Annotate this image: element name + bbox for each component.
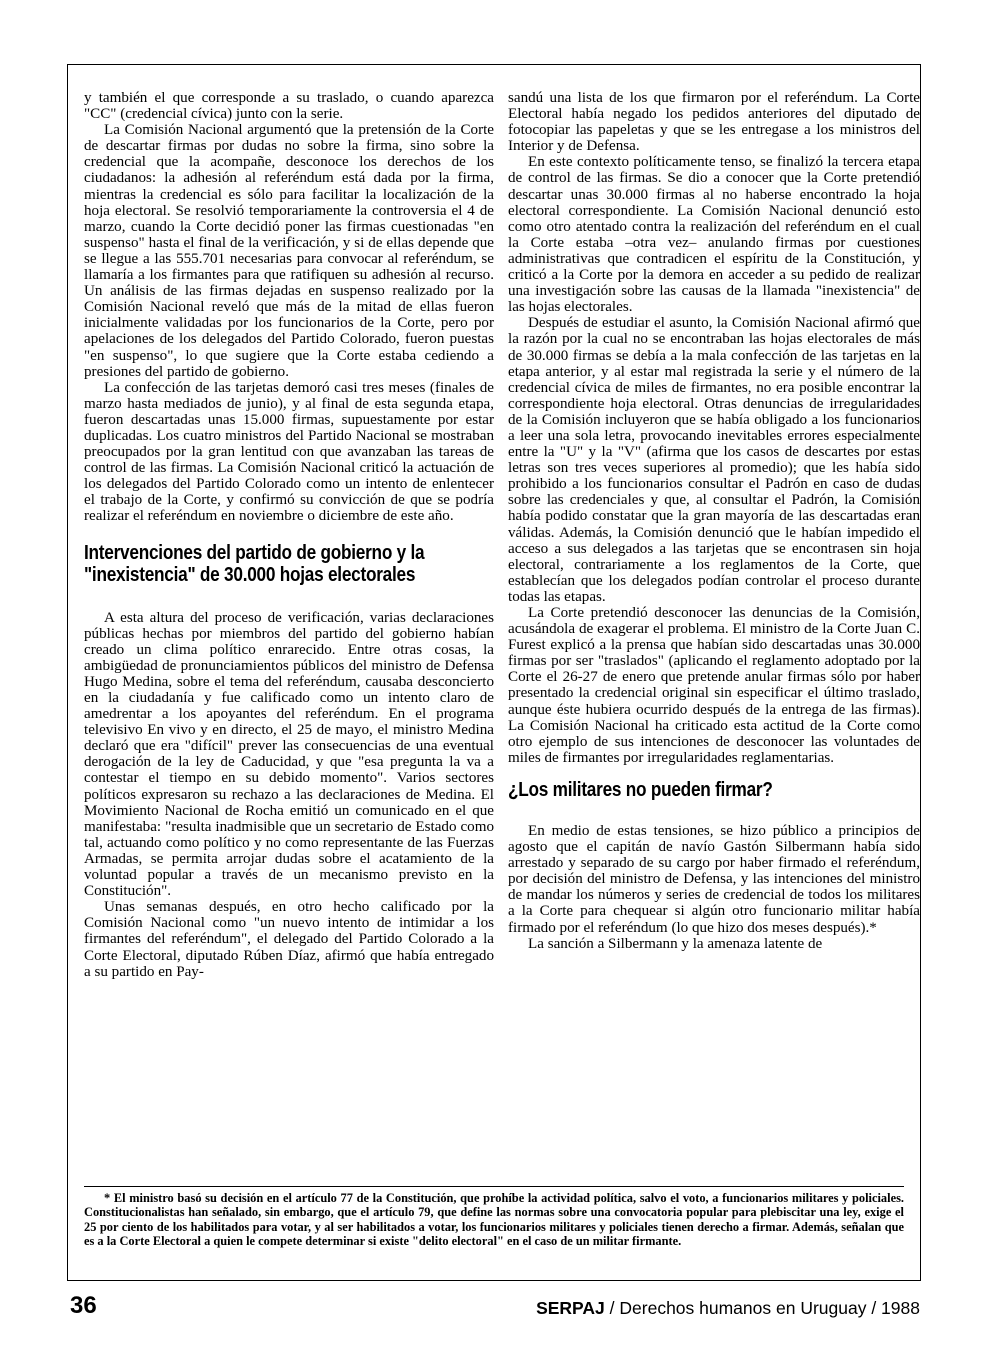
footnote-rule: [84, 1186, 904, 1187]
paragraph: La Comisión Nacional argumentó que la pretensión de la Corte de descartar firmas por dudas no sobre la firma, sino sobre la credencial que la acompañe, desconoce los derechos de los ciudadanos: la adhesión al referéndum está dada por la firma, mientras la credencial es sólo para facilitar la localización de la hoja electoral. Se resolvió temporariamente la controversia el 4 de marzo, cuando la Corte decidió poner las firmas cuestionadas "en suspenso" hasta el final de la verificación, y si de ellas depende que se llegue a las 555.701 necesarias para convocar al referéndum, se llamaría a los firmantes para que ratifiquen su adhesión al recurso. Un análisis de las firmas dejadas en suspenso realizado por la Comisión Nacional reveló que más de la mitad de ellas fueron inicialmente validadas por los funcionarios de la Corte, pero por apelaciones de los delegados del Partido Colorado, fueron puestas "en suspenso", lo que sugiere que la Corte estaba cediendo a presiones del partido de gobierno.: [84, 122, 494, 380]
paragraph: La sanción a Silbermann y la amenaza latente de: [528, 935, 823, 952]
paragraph: Unas semanas después, en otro hecho calificado por la Comisión Nacional como "un nuevo intento de intimidar a los firmantes del referéndum", el delegado del Partido Colorado a la Corte Electoral, diputado Rúben Díaz, afirmó que había entregado a su partido en Pay-: [84, 899, 494, 980]
paragraph: En este contexto políticamente tenso, se finalizó la tercera etapa de control de las firmas. Se dio a conocer que la Corte pretendió descartar unas 30.000 firmas al no haberse encontrado la hoja electoral correspondiente. La Comisión Nacional denunció esto como otro atentado contra la realización del referéndum en el cual la Corte estaba –otra vez– anulando firmas por cuestiones administrativas que contradicen el espíritu de la Constitución, y criticó a la Corte por la demora en acceder a su pedido de realizar una investigación sobre las causas de la llamada "inexistencia" de las hojas electorales.: [508, 154, 920, 316]
section-heading: ¿Los militares no pueden firmar?: [508, 777, 773, 801]
footnote: [84, 1191, 904, 1249]
paragraph: sandú una lista de los que firmaron por el referéndum. La Corte Electoral había negado los pedidos anteriores del diputado de fotocopiar las papeletas y que se les entregase a los ministros del Interior y de Defensa.: [508, 90, 920, 155]
paragraph: Después de estudiar el asunto, la Comisión Nacional afirmó que la razón por la cual no se encontraban las hojas electorales de más de 30.000 firmas se debía a la mala confección de las tarjetas en la etapa anterior, y al estar mal registrada la serie y el número de la credencial cívica de miles de firmantes, no era posible encontrar la correspondiente hoja electoral. Otras denuncias de irregularidades de la Comisión incluyeron que se había obligado a los funcionarios a leer una sola letra, provocando inevitables errores especialmente entre la "U" y la "V" (afirma que los casos de descartes por estas letras son tres veces superiores al promedio); que les había sido prohibido a los funcionarios consultar el Padrón en caso de dudas sobre las credenciales y que, al consultar el Padrón, la Comisión había podido constatar que la gran mayoría de las descartadas eran válidas. Además, la Comisión denunció que le habían impedido el acceso a sus delegados a las tarjetas que se encontrasen sin hoja electoral, contrariamente a los reglamentos de la Corte, que establecían que los delegados podían controlar el proceso durante todas las etapas.: [508, 315, 920, 605]
running-footer: [536, 1298, 920, 1319]
paragraph: La Corte pretendió desconocer las denuncias de la Comisión, acusándola de exagerar el problema. El ministro de la Corte Juan C. Furest explicó a la prensa que habían sido descartadas unas 30.000 firmas por ser "traslados" (aplicando el reglamento adoptado por la Corte el 26-27 de enero que pretende anular firmas sólo por haber presentado la credencial original sin especificar el último traslado, aunque éste hubiera ocurrido después de la entrega de las firmas). La Comisión Nacional ha criticado esta actitud de la Corte como otro ejemplo de sus intenciones de desconocer las voluntades de miles de firmantes por irregularidades reglamentarias.: [508, 605, 920, 766]
publisher-name: SERPAJ: [536, 1298, 605, 1318]
paragraph: y también el que corresponde a su traslado, o cuando aparezca "CC" (credencial cívica) junto con la serie.: [84, 90, 494, 123]
right-column: [508, 90, 920, 952]
paragraph: En medio de estas tensiones, se hizo público a principios de agosto que el capitán de navío Gastón Silbermann había sido arrestado y separado de su cargo por haber firmado el referéndum, por decisión del ministro de Defensa, y las intenciones del ministro de mandar los números y series de credencial de todos los militares a la Corte para chequear si algún otro funcionario militar había firmado por el referéndum (lo que hizo dos meses después).*: [508, 822, 920, 936]
paragraph: La confección de las tarjetas demoró casi tres meses (finales de marzo hasta mediados de junio), y al final de esta segunda etapa, fueron descartadas unas 15.000 firmas, supuestamente por estar duplicadas. Los cuatro ministros del Partido Nacional se mostraban preocupados por la gran lentitud con que avanzaban las tareas de control de las firmas. La Comisión Nacional criticó la actuación de los delegados del Partido Colorado como un intento de enlentecer el trabajo de la Corte, y confirmó su convicción de que se podría realizar el referéndum en noviembre o diciembre de este año.: [84, 379, 494, 525]
footnote-text: * El ministro basó su decisión en el artículo 77 de la Constitución, que prohíbe la actividad política, salvo el voto, a funcionarios militares y policiales. Constitucionalistas han señalado, sin embargo, que el artículo 79, que define las normas sobre una convocatoria popular para plebiscitar una ley, exige el 25 por ciento de los habilitados para votar, y al ser habilitados a votar, los funcionarios militares y policiales tienen derecho a firmar. Además, señalan que es a la Corte Electoral a quien le compete determinar si existe "delito electoral" en el caso de un militar firmante.: [84, 1191, 904, 1249]
paragraph: A esta altura del proceso de verificación, varias declaraciones públicas hechas por miembros del partido del gobierno habían creado un clima político enrarecido. Entre otras cosas, la ambigüedad de pronunciamientos públicos del ministro de Defensa Hugo Medina, sobre el tema del referéndum, causaba desconcierto en la ciudadanía y fue calificado como un intento claro de amedrentar a los apoyantes del referéndum. En el programa televisivo En vivo y en directo, el 25 de mayo, el ministro Medina declaró que era "difícil" prever las consecuencias de una eventual derogación de la ley de Caducidad, y que "esa pregunta la va a contestar el tiempo en su debido momento". Varios sectores políticos expresaron su rechazo a las declaraciones de Medina. El Movimiento Nacional de Rocha emitió un comunicado en el que manifestaba: "resulta inadmisible que un secretario de Estado como tal, actuando como político y no como representante de las Fuerzas Armadas, se permita arrojar dudas sobre el acatamiento de la voluntad popular a través de un mecanismo previsto en la Constitución".: [84, 609, 494, 900]
section-heading: Intervenciones del partido de gobierno y la "inexistencia" de 30.000 hojas electorales: [84, 540, 425, 586]
page-number: 36: [70, 1292, 97, 1319]
left-column: [84, 90, 494, 980]
publication-title: / Derechos humanos en Uruguay / 1988: [604, 1298, 920, 1318]
